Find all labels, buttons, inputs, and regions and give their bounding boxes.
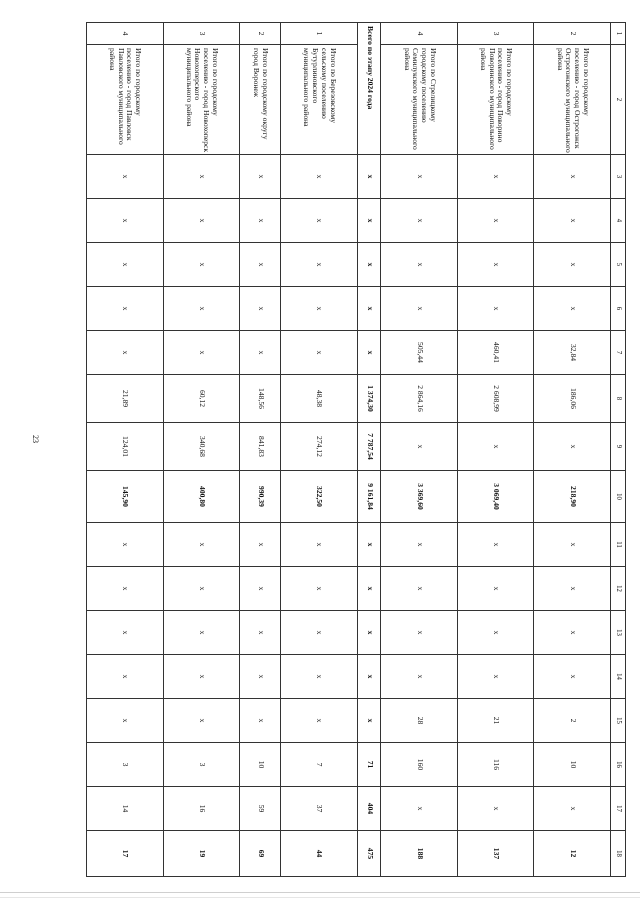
row-label: Итого по Березовскому сельскому поселению Бутурлиновского муниципального района (281, 45, 358, 155)
table-cell: 188 (381, 831, 458, 877)
table-cell: x (240, 287, 281, 331)
table-cell: x (458, 423, 535, 471)
column-number: 16 (611, 743, 626, 787)
table-cell: x (87, 655, 164, 699)
table-cell: x (381, 423, 458, 471)
row-label: Всего по этапу 2024 года (357, 23, 381, 155)
table-cell: 160 (381, 743, 458, 787)
table-cell: x (534, 567, 611, 611)
table-cell: x (381, 287, 458, 331)
table-cell: x (381, 155, 458, 199)
column-number: 18 (611, 831, 626, 877)
table-cell: x (163, 699, 240, 743)
header-row (611, 23, 626, 877)
rotated-page (86, 22, 626, 876)
column-number: 13 (611, 611, 626, 655)
table-cell: x (281, 655, 358, 699)
table-cell: 148,56 (240, 375, 281, 423)
table-cell: 44 (281, 831, 358, 877)
column-number: 1 (611, 23, 626, 45)
table-cell: 186,06 (534, 375, 611, 423)
table-cell: x (534, 611, 611, 655)
table-cell: x (87, 567, 164, 611)
table-cell: 3 (87, 743, 164, 787)
column-number: 12 (611, 567, 626, 611)
page-number: 23 (31, 435, 40, 443)
table-cell: x (357, 287, 381, 331)
table-cell: 48,38 (281, 375, 358, 423)
row-label: Итого по городскому поселению - город Павловск Павловского муниципального района (87, 45, 164, 155)
table-cell: x (381, 243, 458, 287)
table-cell: 3 069,40 (458, 471, 535, 523)
table-cell: 21 (458, 699, 535, 743)
table-cell: x (458, 655, 535, 699)
table-cell: 2 (534, 23, 611, 45)
table-row (240, 23, 281, 877)
table-cell: 137 (458, 831, 535, 877)
table-cell: x (281, 523, 358, 567)
table-cell: x (381, 567, 458, 611)
table-cell: x (240, 611, 281, 655)
scan-edge (0, 897, 640, 898)
table-cell: x (87, 331, 164, 375)
table-cell: x (458, 287, 535, 331)
table-cell: x (163, 287, 240, 331)
table-cell: x (381, 611, 458, 655)
table-cell: 460,41 (458, 331, 535, 375)
row-label: Итого по Стрелицкому городскому поселению Семилукского муниципального района (381, 45, 458, 155)
table-cell: 19 (163, 831, 240, 877)
table-cell: 505,44 (381, 331, 458, 375)
table-cell: x (281, 699, 358, 743)
row-label: Итого по городскому поселению - город Острогожск Острогожского муниципального района (534, 45, 611, 155)
table-cell: 4 (87, 23, 164, 45)
table-cell: 475 (357, 831, 381, 877)
table-cell: x (163, 199, 240, 243)
column-number: 5 (611, 243, 626, 287)
table-cell: 145,90 (87, 471, 164, 523)
table-cell: 12 (534, 831, 611, 877)
table-row (381, 23, 458, 877)
table-cell: 17 (87, 831, 164, 877)
table-cell: x (534, 787, 611, 831)
table-cell: 3 (458, 23, 535, 45)
table-cell: x (240, 331, 281, 375)
table-cell: 3 (163, 23, 240, 45)
table-cell: 37 (281, 787, 358, 831)
table-cell: 1 374,30 (357, 375, 381, 423)
table-cell: x (534, 287, 611, 331)
table-cell: 60,12 (163, 375, 240, 423)
table-cell: x (357, 699, 381, 743)
table-cell: x (87, 699, 164, 743)
table-cell: 9 161,84 (357, 471, 381, 523)
table-cell: x (357, 331, 381, 375)
column-number: 8 (611, 375, 626, 423)
column-number: 15 (611, 699, 626, 743)
table-cell: 32,84 (534, 331, 611, 375)
table-cell: 322,50 (281, 471, 358, 523)
table-cell: 124,01 (87, 423, 164, 471)
table-cell: x (240, 699, 281, 743)
table-cell: x (458, 523, 535, 567)
table-cell: x (534, 199, 611, 243)
table-row (87, 23, 164, 877)
table-cell: x (163, 243, 240, 287)
row-label: Итого по городскому округу город Воронеж (240, 45, 281, 155)
table-row (357, 23, 381, 877)
table-cell: x (357, 611, 381, 655)
table-cell: x (163, 567, 240, 611)
table-cell: x (240, 655, 281, 699)
table-cell: 841,83 (240, 423, 281, 471)
table-cell: x (458, 155, 535, 199)
table-cell: x (87, 199, 164, 243)
table-cell: 2 (534, 699, 611, 743)
table-row (281, 23, 358, 877)
table-cell: 218,90 (534, 471, 611, 523)
column-number: 7 (611, 331, 626, 375)
table-cell: x (87, 243, 164, 287)
table-cell: 340,68 (163, 423, 240, 471)
table-cell: x (534, 243, 611, 287)
table-cell: 2 864,16 (381, 375, 458, 423)
table-cell: 4 (381, 23, 458, 45)
table-cell: x (458, 611, 535, 655)
table-cell: x (381, 199, 458, 243)
table-cell: 28 (381, 699, 458, 743)
summary-table (86, 22, 626, 877)
table-cell: x (458, 243, 535, 287)
table-cell: x (281, 155, 358, 199)
table-cell: 69 (240, 831, 281, 877)
table-cell: 21,89 (87, 375, 164, 423)
table-cell: x (534, 655, 611, 699)
table-cell: x (163, 523, 240, 567)
table-cell: x (281, 199, 358, 243)
table-cell: x (281, 287, 358, 331)
column-number: 3 (611, 155, 626, 199)
table-cell: x (87, 155, 164, 199)
table-cell: 2 (240, 23, 281, 45)
table-cell: x (281, 243, 358, 287)
table-cell: 14 (87, 787, 164, 831)
column-number: 10 (611, 471, 626, 523)
column-number: 17 (611, 787, 626, 831)
column-number: 2 (611, 45, 626, 155)
column-number: 11 (611, 523, 626, 567)
table-cell: x (281, 567, 358, 611)
table-cell: x (163, 655, 240, 699)
table-cell: x (87, 523, 164, 567)
table-cell: x (534, 423, 611, 471)
table-cell: 16 (163, 787, 240, 831)
table-cell: 404 (357, 787, 381, 831)
table-cell: x (281, 331, 358, 375)
row-label: Итого по городскому поселению - город Поворино Поворинского муниципального района (458, 45, 535, 155)
table-cell: x (458, 567, 535, 611)
table-cell: 116 (458, 743, 535, 787)
column-number: 6 (611, 287, 626, 331)
table-cell: x (458, 199, 535, 243)
table-cell: x (87, 611, 164, 655)
table-cell: 3 (163, 743, 240, 787)
table-cell: x (163, 331, 240, 375)
table-cell: x (381, 787, 458, 831)
table-cell: 59 (240, 787, 281, 831)
column-number: 9 (611, 423, 626, 471)
table-cell: x (240, 155, 281, 199)
scan-edge (0, 892, 640, 893)
table-cell: x (163, 611, 240, 655)
table-cell: x (357, 243, 381, 287)
row-label: Итого по городскому поселению - город Новохоперск Новохоперского муниципального района (163, 45, 240, 155)
table-row (163, 23, 240, 877)
table-cell: x (357, 155, 381, 199)
table-cell: x (381, 655, 458, 699)
table-cell: x (281, 611, 358, 655)
table-cell: x (240, 199, 281, 243)
table-cell: 7 (281, 743, 358, 787)
table-cell: x (240, 567, 281, 611)
table-cell: 10 (240, 743, 281, 787)
table-cell: x (240, 243, 281, 287)
table-cell: x (458, 787, 535, 831)
table-cell: x (240, 523, 281, 567)
table-cell: x (357, 199, 381, 243)
table-cell: 7 787,54 (357, 423, 381, 471)
table-cell: x (534, 523, 611, 567)
table-cell: 71 (357, 743, 381, 787)
table-cell: x (357, 567, 381, 611)
table-cell: 10 (534, 743, 611, 787)
table-cell: x (163, 155, 240, 199)
column-number: 4 (611, 199, 626, 243)
table-cell: x (534, 155, 611, 199)
table-cell: 3 369,60 (381, 471, 458, 523)
table-cell: x (87, 287, 164, 331)
table-cell: x (357, 655, 381, 699)
table-cell: 990,39 (240, 471, 281, 523)
table-row (534, 23, 611, 877)
table-cell: 274,12 (281, 423, 358, 471)
table-row (458, 23, 535, 877)
column-number: 14 (611, 655, 626, 699)
table-cell: 1 (281, 23, 358, 45)
table-cell: 2 608,99 (458, 375, 535, 423)
table-cell: x (357, 523, 381, 567)
table-cell: 400,80 (163, 471, 240, 523)
table-cell: x (381, 523, 458, 567)
